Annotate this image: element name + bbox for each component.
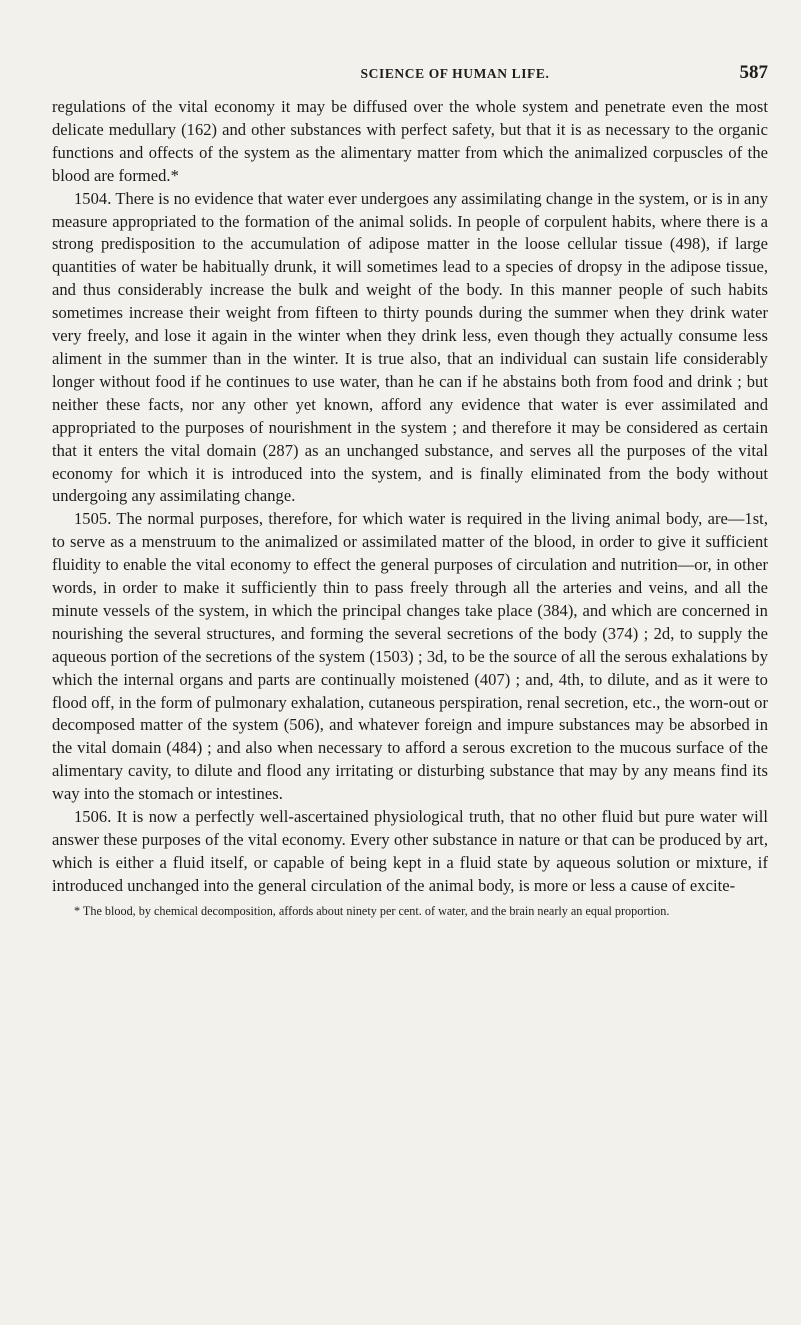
paragraph-1505: 1505. The normal purposes, therefore, for which water is required in the living animal body, are—1st, to serve as a menstruum to the animalized or assimilated matter of the blood, in order to give it sufficient fluidity to enable the vital economy to effect the general purposes of circulation and nutrition—or, in other words, in order to make it sufficiently thin to pass freely through all the arteries and veins, and all the minute vessels of the system, in which the principal changes take place (384), and which are concerned in nourishing the several structures, and forming the several secretions of the body (374) ; 2d, to supply the aqueous portion of the secretions of the system (1503) ; 3d, to be the source of all the serous exhalations by which the internal organs and parts are continually moistened (407) ; and, 4th, to dilute, and as it were to flood off, in the form of pulmonary exhalation, cutaneous perspiration, renal secretion, etc., the worn-out or decomposed matter of the system (506), and whatever foreign and impure substances may be absorbed in the vital domain (484) ; and also when necessary to afford a serous excretion to the mucous surface of the alimentary cavity, to dilute and flood any irritating or disturbing substance that may by any means find its way into the stomach or intestines. [52,509,768,804]
body-text [52,96,768,898]
paragraph-1504: 1504. There is no evidence that water ever undergoes any assimilating change in the system, or is in any measure appropriated to the formation of the animal solids. In people of corpulent habits, where there is a strong predisposition to the accumulation of adipose matter in the loose cellular tissue (498), if large quantities of water be habitually drunk, it will sometimes lead to a species of dropsy in the adipose tissue, and thus considerably increase the bulk and weight of the body. In this manner people of such habits sometimes increase their weight from fifteen to thirty pounds during the summer when they drink water very freely, and lose it again in the winter when they drink less, even though they actually consume less aliment in the summer than in the winter. It is true also, that an individual can sustain life considerably longer without food if he continues to use water, than he can if he abstains both from food and drink ; but neither these facts, nor any other yet known, afford any evidence that water is ever assimilated and appropriated to the purposes of nourishment in the system ; and therefore it may be considered as certain that it enters the vital domain (287) as an unchanged substance, and serves all the purposes of the vital economy for which it is introduced into the system, and is finally eliminated from the body without undergoing any assimilating change. [52,188,768,506]
footnote: * The blood, by chemical decomposition, affords about ninety per cent. of water, and the brain nearly an equal proportion. [74,903,670,918]
page-number: 587 [739,62,768,83]
page-header [52,62,768,88]
paragraph-1506: 1506. It is now a perfectly well-ascertained physiological truth, that no other fluid but pure water will answer these purposes of the vital economy. Every other substance in nature or that can be produced by art, which is either a fluid itself, or capable of being kept in a fluid state by aqueous solution or mixture, if introduced unchanged into the general circulation of the animal body, is more or less a cause of excite- [52,807,768,895]
book-page [52,62,768,919]
paragraph-continuation: regulations of the vital economy it may be diffused over the whole system and penetrate even the most delicate medullary (162) and other substances with perfect safety, but that it is as necessary to the organic functions and offects of the system as the alimentary matter from which the animalized corpuscles of the blood are formed.* [52,97,768,185]
running-head: SCIENCE OF HUMAN LIFE. [360,66,550,81]
